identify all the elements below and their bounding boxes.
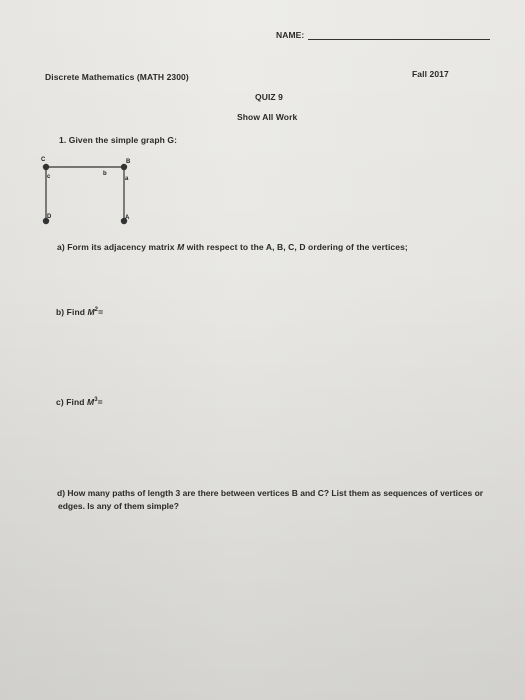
part-b-power: 2 (94, 307, 99, 314)
part-a-pre: a) Form its adjacency matrix (57, 242, 178, 252)
part-c-var: M (87, 397, 95, 407)
vertex-label-c: C (41, 157, 46, 163)
part-a-post: with respect to the A, B, C, D ordering of the vertices; (184, 242, 408, 252)
part-b-var: M (87, 307, 95, 317)
quiz-title: QUIZ 9 (255, 92, 283, 102)
part-b-text (56, 307, 103, 317)
part-c-text (56, 397, 103, 407)
part-b-post: = (98, 307, 104, 317)
vertex-label-a: A (125, 215, 130, 221)
part-b-pre: b) Find (56, 307, 88, 317)
part-a-var: M (177, 242, 185, 252)
part-c-power: 3 (94, 397, 98, 404)
edge-label-a: a (125, 176, 129, 182)
edge-label-b: b (103, 171, 107, 177)
graph-g-diagram (30, 150, 160, 230)
name-line (308, 39, 490, 40)
course-title: Discrete Mathematics (MATH 2300) (45, 72, 189, 82)
part-c-pre: c) Find (56, 397, 88, 407)
part-a-text (57, 242, 408, 252)
vertex-label-d: D (47, 214, 52, 220)
edge-label-c: c (47, 174, 51, 180)
part-d-text: d) How many paths of length 3 are there between vertices B and C? List them as sequences of vertices or edges. Is any of them simple? (57, 488, 484, 511)
instruction-text: Show All Work (237, 112, 298, 122)
part-c-post: = (97, 397, 103, 407)
vertex-label-b: B (126, 159, 131, 165)
vertex-c (43, 164, 49, 170)
name-label: NAME: (276, 30, 305, 40)
term-label: Fall 2017 (412, 69, 449, 79)
question-1-prompt: 1. Given the simple graph G: (59, 135, 178, 145)
